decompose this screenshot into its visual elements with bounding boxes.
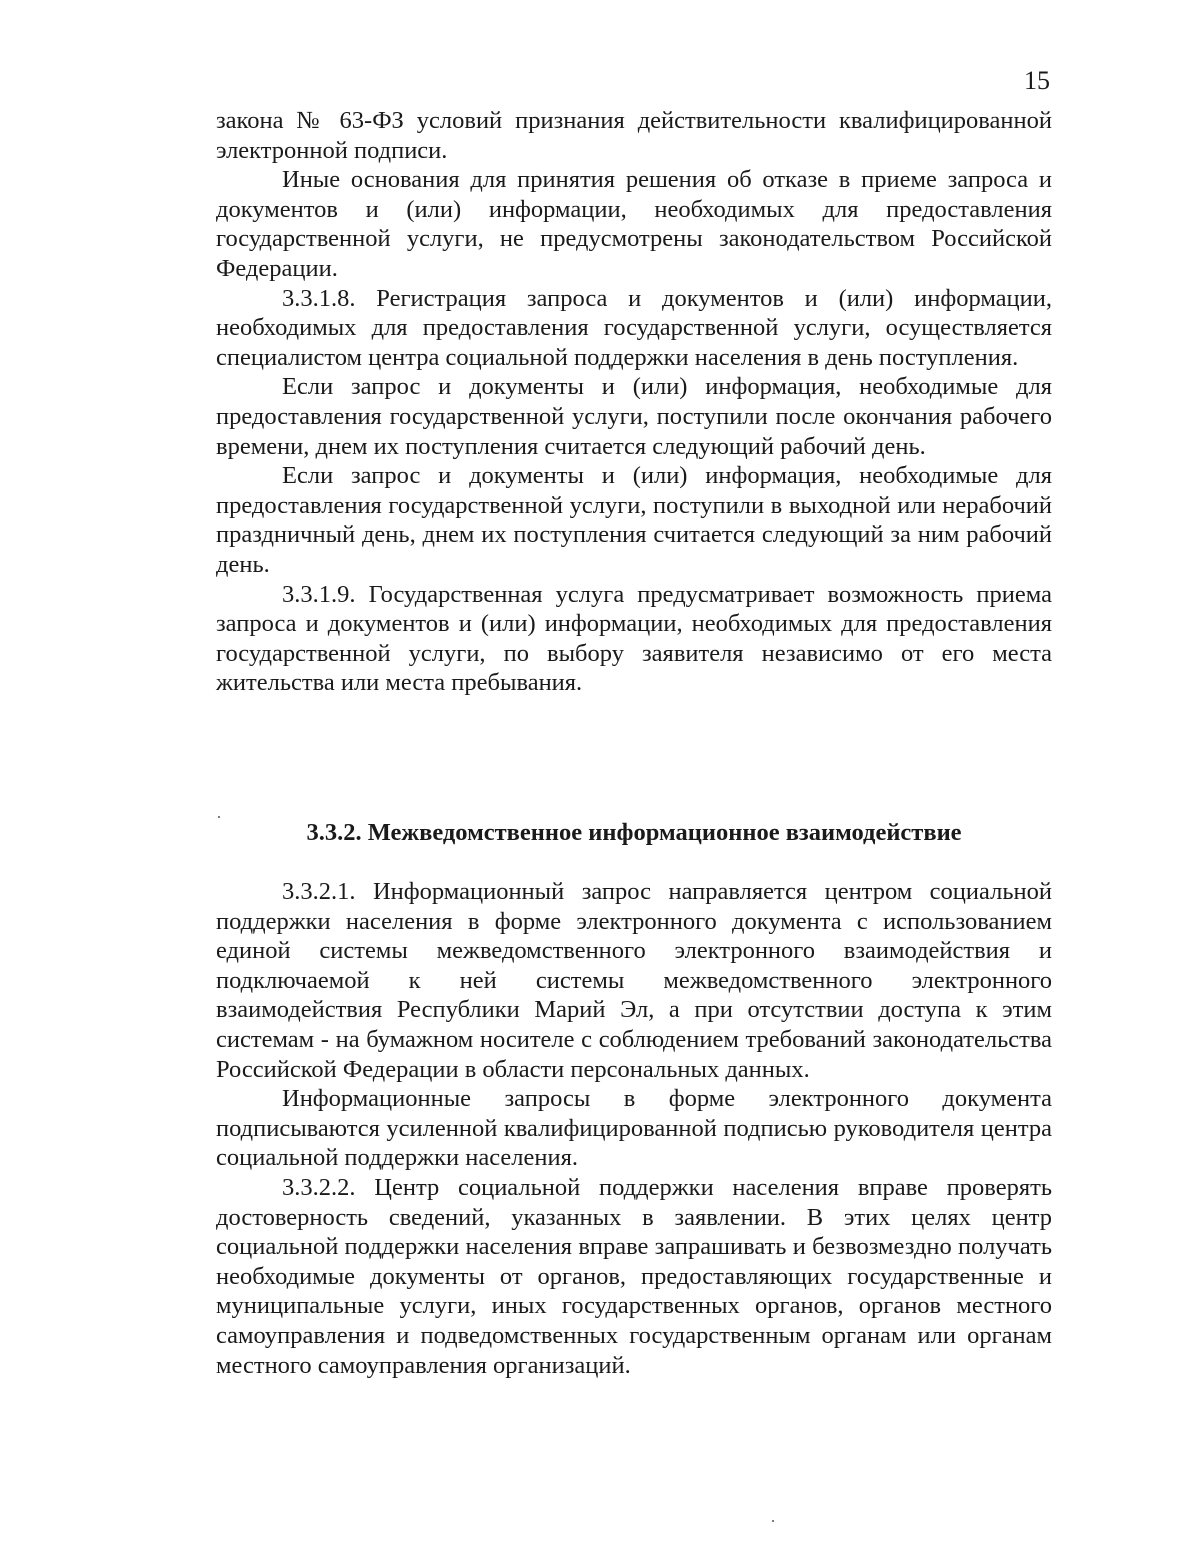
paragraph: Если запрос и документы и (или) информация, необходимые для предоставления государственной услуги, поступили после окончания рабочего времени, днем их поступления считается следующий рабочий день. (216, 373, 1052, 460)
paragraph: 3.3.1.9. Государственная услуга предусматривает возможность приема запроса и документов и (или) информации, необходимых для предоставления государственной услуги, по выбору заявителя независимо от его места жительства или места пребывания. (216, 580, 1052, 697)
paragraph: 3.3.2.1. Информационный запрос направляется центром социальной поддержки населения в форме электронного документа с использованием единой системы межведомственного электронного взаимодействия и подключаемой к ней системы межведомственного электронного взаимодействия Республики Марий Эл, а при отсутствии доступа к этим системам - на бумажном носителе с соблюдением требований законодательства Российской Федерации в области персональных данных. (216, 878, 1052, 1083)
page-number: 15 (1024, 66, 1050, 95)
paragraph: Иные основания для принятия решения об отказе в приеме запроса и документов и (или) информации, необходимых для предоставления государственной услуги, не предусмотрены законодательством Российской Федерации. (216, 166, 1052, 282)
paragraph: закона № 63-ФЗ условий признания действительности квалифицированной электронной подписи. (216, 107, 1052, 164)
document-body-top (216, 106, 1052, 698)
paragraph: 3.3.2.2. Центр социальной поддержки населения вправе проверять достоверность сведений, указанных в заявлении. В этих целях центр социальной поддержки населения вправе запрашивать и безвозмездно получать необходимые документы от органов, предоставляющих государственные и муниципальные услуги, иных государственных органов, органов местного самоуправления и подведомственных государственным органам или органам местного самоуправления организаций. (216, 1173, 1052, 1379)
paragraph: Информационные запросы в форме электронного документа подписываются усиленной квалифицированной подписью руководителя центра социальной поддержки населения. (216, 1085, 1052, 1172)
paragraph: Если запрос и документы и (или) информация, необходимые для предоставления государственной услуги, поступили в выходной или нерабочий праздничный день, днем их поступления считается следующий за ним рабочий день. (216, 462, 1052, 578)
paragraph: 3.3.1.8. Регистрация запроса и документов и (или) информации, необходимых для предоставления государственной услуги, осуществляется специалистом центра социальной поддержки населения в день поступления. (216, 284, 1052, 371)
scan-speck (772, 1520, 774, 1522)
scan-speck (218, 816, 220, 818)
document-body-bottom (216, 877, 1052, 1380)
section-heading: 3.3.2. Межведомственное информационное взаимодействие (306, 819, 962, 846)
